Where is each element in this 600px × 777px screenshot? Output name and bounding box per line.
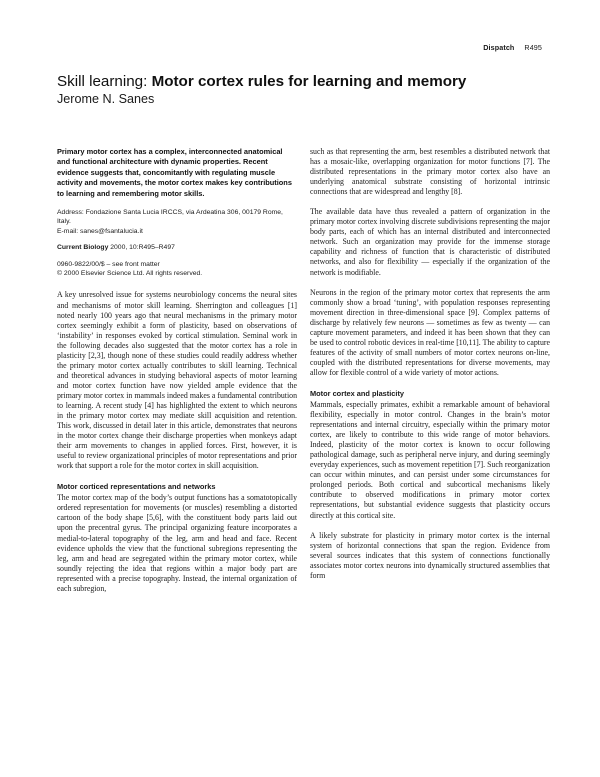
issn-line: 0960-9822/00/$ – see front matter xyxy=(57,260,160,268)
section-heading: Motor cortex and plasticity xyxy=(310,388,405,398)
continuation-paragraph: such as that representing the arm, best resembles a distributed network that has a mosaic-like, overlapping organization for motor functions [7]. The distributed representations in the primary motor cortex also have an underlying anatomical substrate consisting of horizontal intrinsic connections that are widespread and lengthy [8]. xyxy=(310,147,550,197)
article-meta xyxy=(57,208,297,278)
running-head xyxy=(483,43,542,52)
section-label: Dispatch xyxy=(483,43,515,52)
intro-paragraph: A key unresolved issue for systems neurobiology concerns the neural sites and mechanisms of motor skill learning. Sherrington and colleagues [1] noted nearly 100 years ago that neural mechanisms in the primary motor cortex seemingly exhibit a form of plasticity, based on observations of ‘instability’ in responses evoked by cortical stimulation. Seminal work in the following decades also suggested that the motor cortex has a role in plasticity [2,3], though none of these studies could readily address whether the primary motor cortex actually contributes to skill learning. Technical and theoretical advances in studying behavioral aspects of motor learning and motor cortex function have now yielded ample evidence that the primary motor cortex in mammals indeed makes a fundamental contribution to learning. A recent study [4] has highlighted the extent to which neurons in the primary motor cortex may mediate skill acquisition and retention. This work, discussed in detail later in this article, demonstrates that neurons in the motor cortex change their discharge properties when monkeys adapt their arm movements to changes in applied forces. First, however, it is useful to review organizational principles of motor representations and prior work that support a role for the motor cortex in skill acquisition. xyxy=(57,290,297,471)
left-column xyxy=(57,147,297,594)
author-name: Jerome N. Sanes xyxy=(57,92,155,106)
article-title xyxy=(57,73,557,90)
abstract: Primary motor cortex has a complex, interconnected anatomical and functional architecture with dynamic properties. Recent evidence suggests that, concomitantly with regulating muscle activity and movements, the motor cortex makes key contributions to learning and remembering motor skills. xyxy=(57,147,292,198)
journal-ref: 2000, 10:R495–R497 xyxy=(110,244,175,252)
title-main: Motor cortex rules for learning and memory xyxy=(151,73,467,90)
right-column xyxy=(310,147,550,581)
section-paragraph: The motor cortex map of the body’s output functions has a somatotopically ordered representation for movements (or muscles) resembling a distorted cartoon of the body shape [5,6], with the constituent body parts laid out upon the precentral gyrus. The principal organizing feature incorporates a medial-to-lateral topography of the leg, arm and head and face. Recent evidence upholds the view that the functional subregions representing the leg, arm and head are segregated within the primary motor cortex, while soundly rejecting the idea that regions within a major body part are represented with a precise topography. Instead, the internal organization of each subregion, xyxy=(57,493,297,593)
author-email: E-mail: sanes@fsantalucia.it xyxy=(57,227,143,235)
page-number: R495 xyxy=(524,43,542,52)
title-prefix: Skill learning: xyxy=(57,73,148,90)
plasticity-paragraph: Mammals, especially primates, exhibit a remarkable amount of behavioral flexibility, especially in motor control. Changes in the brain’s motor representations and internal circuitry, especially within the primary motor cortex, are likely to contribute to this wide range of motor behaviors. Indeed, plasticity of the motor cortex is known to occur following pathological damage, such as peripheral nerve injury, and during seemingly everyday experiences, such as movement repetition [7]. Such reorganization can occur within minutes, and can persist under some circumstances for prolonged periods. Both cortical and subcortical mechanisms likely contribute to observed modifications in primary motor cortex representations, but substantial evidence suggests that plasticity occurs directly at this cortical site. xyxy=(310,399,550,520)
section-heading: Motor corticed representations and networks xyxy=(57,482,216,492)
journal-name: Current Biology xyxy=(57,244,109,252)
right-body xyxy=(310,147,550,581)
left-body xyxy=(57,290,297,593)
copyright-line: © 2000 Elsevier Science Ltd. All rights reserved. xyxy=(57,270,203,278)
author-address: Address: Fondazione Santa Lucia IRCCS, via Ardeatina 306, 00179 Rome, Italy. xyxy=(57,209,283,226)
organization-paragraph: The available data have thus revealed a pattern of organization in the primary motor cortex involving discrete subdivisions representing the major body parts, each of which has an internal distributed and interconnected network. Such an organization may provide for the immense storage capability and richness of function that is characteristic of distributed networks, and also for flexibility — especially if the organization of the network is modifiable. xyxy=(310,207,550,277)
substrate-paragraph: A likely substrate for plasticity in primary motor cortex is the internal system of horizontal connections that span the region. Evidence from several sources indicates that this system of connections functionally associates motor cortex neurons into dynamically structured assemblies that form xyxy=(310,530,550,580)
journal-citation xyxy=(57,243,297,252)
tuning-paragraph: Neurons in the region of the primary motor cortex that represents the arm commonly show a broad ‘tuning’, with population responses representing movement direction in three-dimensional space [9]. Complex patterns of discharge by relatively few neurons — sometimes as few as twenty — can capture movement parameters, and indeed it has been shown that they can be used to control robotic devices in real-time [10,11]. The ability to capture features of the activity of small numbers of motor cortex neurons on-line, coupled with the distributed representations for diverse movements, may allow for flexible control of a wide variety of motor actions. xyxy=(310,287,550,377)
